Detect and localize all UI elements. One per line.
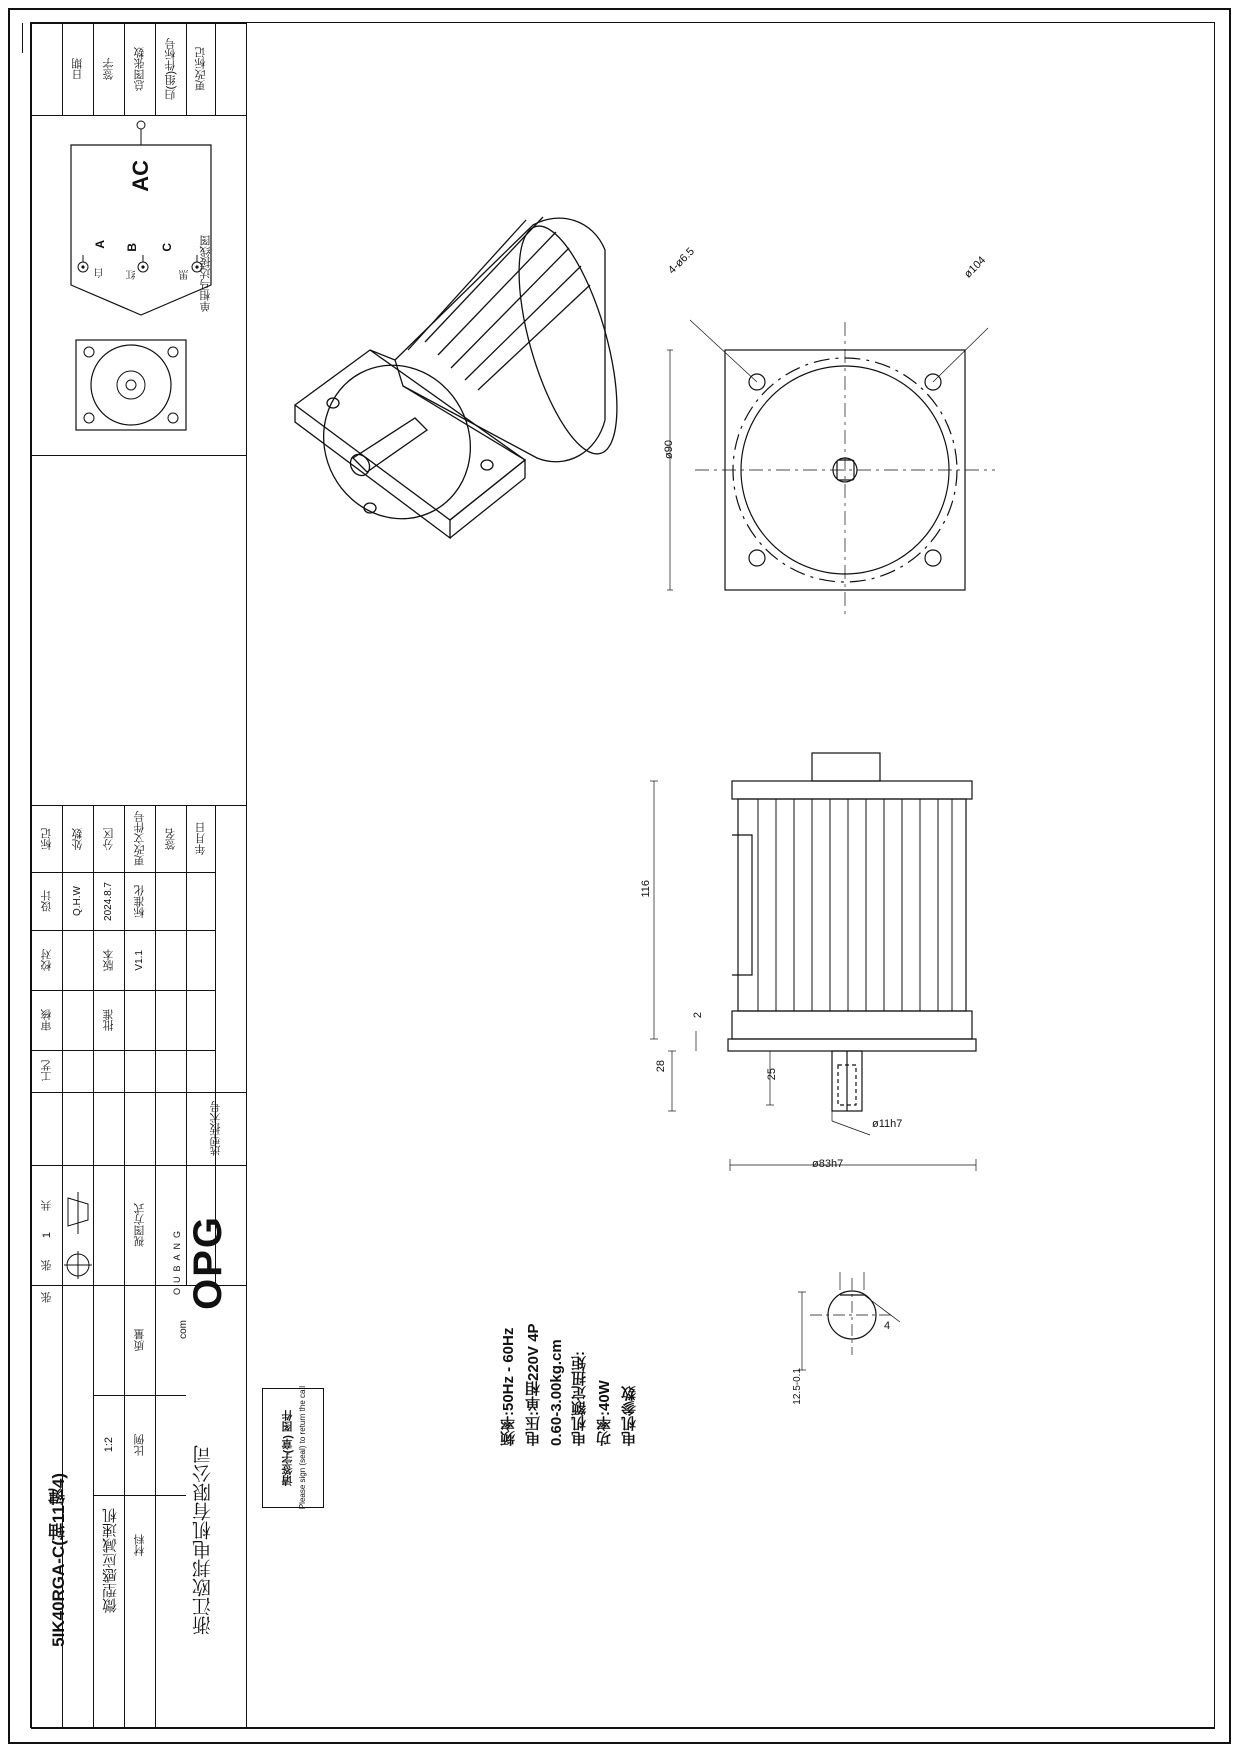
motor-parameters [498,1266,640,1446]
tb-r0-c5: 签名 [164,827,177,850]
sign-note-box: 请签字(章) 图件 Please sign (seal) to return the call [262,1388,324,1508]
dim-pilot-dia: ø83h7 [812,1158,844,1170]
tb-sheet-1: 1 [40,1231,53,1239]
tb-sheet-0: 共 [40,1199,53,1211]
terminal-b-wire: 红 [127,270,138,280]
dim-bolt-circle: ø104 [962,254,989,281]
product-name: 微型感应减速机 [102,1507,119,1613]
dim-key-width: 4 [884,1320,891,1332]
dim-shaft-length: 28 [655,1060,667,1073]
tb-view-method-label: 视图方式 [133,1203,146,1247]
dim-flange-thk: 2 [692,1012,704,1019]
tb-r0-c4: 更改文件号 [133,811,146,866]
rev-label-change-mark: 更改标记 [194,47,207,91]
terminal-c-label: C [160,243,174,252]
tb-sheet-4: 张 [40,1291,53,1303]
tb-r1-c2: Q.H.W [72,886,83,916]
rev-label-date: 日期 [71,58,84,80]
terminal-a-wire: 白 [95,268,106,278]
param-line-5: 频率:50Hz - 60Hz [500,1327,517,1446]
tb-weight-label: 质量 [133,1329,146,1351]
front-view [640,300,1040,630]
dim-step: 25 [766,1068,778,1081]
dim-square: ø90 [663,440,675,459]
tb-r2-c3: 版本 [102,949,115,971]
tb-r1-c3: 2024.8.7 [103,881,114,921]
rev-label-total-sheets: 总图张数 [133,47,146,91]
company-name: 浙江欧邦电机有限公司 [193,1445,214,1635]
dim-body-length: 116 [640,880,652,898]
param-line-4: 电压:单相220V 4P [525,1323,542,1446]
tb-scale-value: 1:2 [102,1437,115,1453]
company-logo: OPG [186,1215,230,1310]
tb-scale-label: 比例 [133,1434,146,1456]
tb-sheet-2: 张 [40,1259,53,1271]
first-angle-projection-symbol-icon [64,1190,92,1250]
tb-r1-c4: 标准化 [133,884,146,918]
dim-shaft-dia: ø11h7 [872,1118,903,1130]
company-logo-sub: OUBANG [172,1226,182,1296]
tb-r2-c4: V1.1 [134,949,145,971]
side-view [620,735,1040,1205]
tb-r4-c1: 工艺 [40,1060,53,1082]
wiring-caption: 单相马达接线图 [200,235,212,312]
tb-select-tech-no: 选型技术号 [210,1101,222,1156]
dim-key-height: 12.5-0.1 [792,1368,803,1405]
shaft-key-detail [760,1260,940,1410]
terminal-c-wire: 黑 [180,270,191,280]
param-line-2: 电机额定扭矩: [571,1351,588,1446]
company-logo-tail: com [178,1320,189,1339]
terminal-a-label: A [93,240,107,249]
tb-r3-c1: 审核 [40,1009,53,1031]
tb-r2-c1: 校对 [40,949,53,971]
tb-material-label: 材料 [133,1534,146,1556]
rev-label-group-no: 归(组)件标号 [164,37,177,101]
ac-label: AC [128,160,153,192]
tb-r3-c3: 批准 [102,1009,115,1031]
tb-r0-c2: 处数 [71,827,84,850]
tb-r0-c3: 分区 [102,827,115,850]
projection-circle-icon [63,1248,93,1282]
param-line-0: 电机参数 [621,1386,638,1446]
terminal-b-label: B [125,243,139,252]
tb-r0-c1: 标记 [40,827,53,850]
param-line-3: 0.60-3.00kg.cm [548,1339,565,1446]
param-line-1: 功率:40W [596,1380,613,1446]
tb-r1-c1: 设计 [40,890,53,912]
isometric-motor-view [275,190,655,610]
tb-r0-c6: 年月日 [194,822,207,855]
dim-mounting-holes: 4-ø6.5 [666,245,697,277]
rev-label-sign: 签字 [102,58,115,80]
drawing-title-code: 5IK40RGA-C(轴11键4) [49,1473,68,1647]
